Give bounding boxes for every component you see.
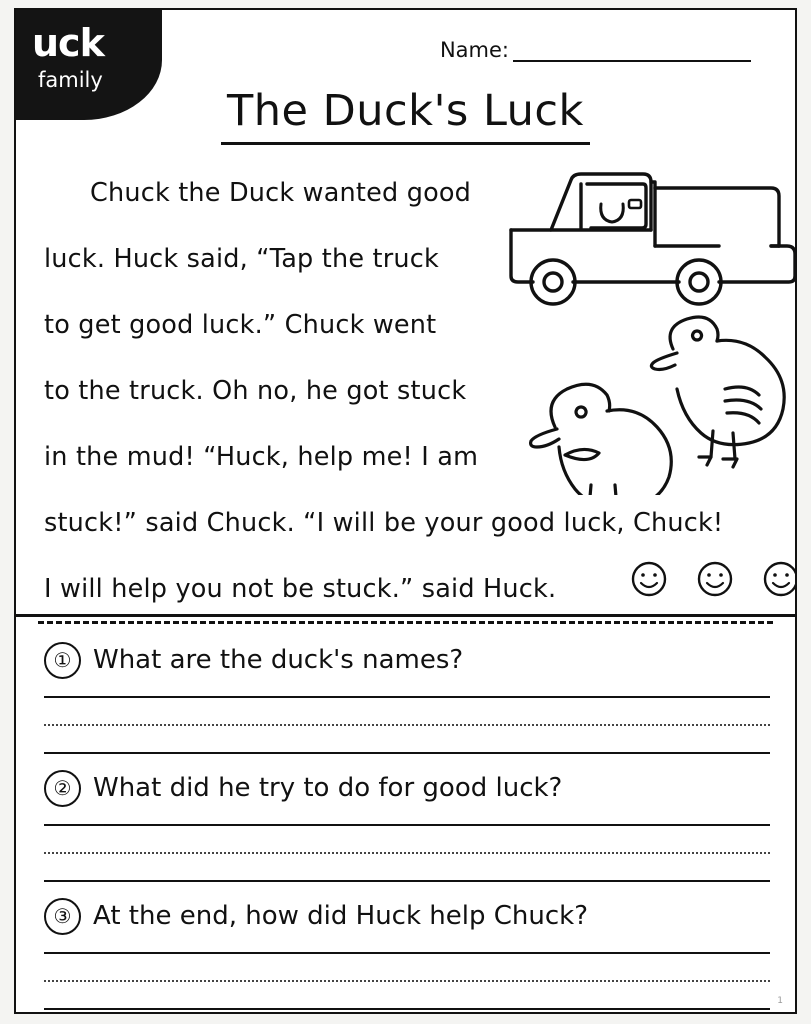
- answer-line-dotted[interactable]: [44, 980, 770, 982]
- question-number: ①: [44, 642, 81, 679]
- story-line: luck. Huck said, “Tap the truck: [44, 244, 439, 274]
- question-number: ③: [44, 898, 81, 935]
- section-divider-dashed: [38, 621, 773, 624]
- smiley-face-icon[interactable]: [762, 560, 797, 598]
- answer-line[interactable]: [44, 952, 770, 954]
- answer-line[interactable]: [44, 880, 770, 882]
- answer-line[interactable]: [44, 824, 770, 826]
- word-family-badge-word: uck: [32, 21, 104, 65]
- answer-line[interactable]: [44, 696, 770, 698]
- worksheet-sheet: [14, 8, 797, 1014]
- story-line: to the truck. Oh no, he got stuck: [44, 376, 467, 406]
- question-block: [44, 636, 770, 754]
- smiley-rating-row[interactable]: [630, 558, 797, 600]
- question-row: [44, 764, 770, 812]
- name-label: Name:: [439, 38, 509, 62]
- page-number: 1: [777, 996, 783, 1006]
- name-field-row: [440, 38, 751, 62]
- question-text: What did he try to do for good luck?: [93, 773, 563, 803]
- pickup-truck-icon: [503, 158, 797, 310]
- page-title: The Duck's Luck: [221, 86, 590, 145]
- story-line-text: Chuck the Duck wanted good: [90, 178, 472, 208]
- question-text: At the end, how did Huck help Chuck?: [93, 901, 589, 931]
- story-line: to get good luck.” Chuck went: [44, 310, 437, 340]
- smiley-face-icon[interactable]: [630, 560, 668, 598]
- story-line: in the mud! “Huck, help me! I am: [44, 442, 479, 472]
- answer-line-dotted[interactable]: [44, 852, 770, 854]
- question-text: What are the duck's names?: [93, 645, 464, 675]
- story-line: stuck!” said Chuck. “I will be your good luck, Chuck!: [44, 508, 724, 538]
- answer-line[interactable]: [44, 1008, 770, 1010]
- questions-section: [44, 636, 770, 1014]
- story-line: I will help you not be stuck.” said Huck.: [44, 574, 557, 604]
- question-number: ②: [44, 770, 81, 807]
- answer-line[interactable]: [44, 752, 770, 754]
- question-block: [44, 764, 770, 882]
- name-input-line[interactable]: [513, 40, 751, 62]
- section-divider: [16, 614, 795, 617]
- question-block: [44, 892, 770, 1010]
- smiley-face-icon[interactable]: [696, 560, 734, 598]
- question-row: [44, 636, 770, 684]
- word-family-badge-subtitle: family: [38, 68, 103, 92]
- answer-line-dotted[interactable]: [44, 724, 770, 726]
- question-row: [44, 892, 770, 940]
- two-ducks-icon: [521, 305, 797, 495]
